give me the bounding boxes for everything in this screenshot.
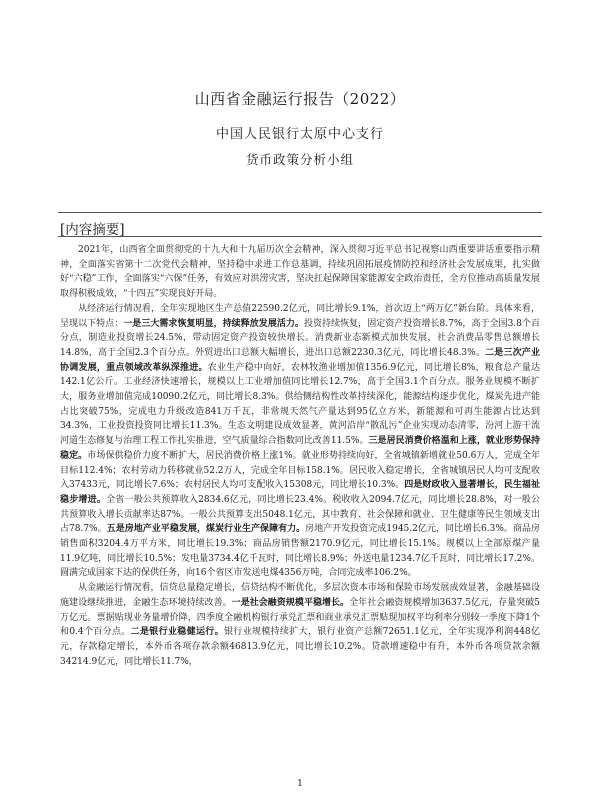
paragraph-text: 市场保供稳价力度不断扩大，居民消费价格上涨1%。就业形势持续向好，全省城镇新增就业50.6万人，完成全年目标112.4%；农村劳动力转移就业52.2万人，完成全年目标158.1%。居民收入稳定增长，全省城镇居民人均可支配收入37433元，同比增长7.6%；农村居民人均可支配收入15308元，同比增长10.3%。 xyxy=(60,450,540,491)
paragraph-text: 从经济运行情况看，全年实现地区生产总值22590.2亿元，同比增长9.1%，首次迈上“两万亿”新台阶。具体来看，呈现以下特点： xyxy=(60,303,540,329)
paragraph-text: 房地产开发投资完成1945.2亿元，同比增长6.3%。商品房销售面积3204.4万平方米，同比增长19.3%；商品房销售额2170.9亿元，同比增长15.1%。规模以上全部原煤产量11.9亿吨，同比增长10.5%；发电量3734.4亿千瓦时，同比增长8.9%；外送电量1234.7亿千瓦时，同比增长17.2%。圆满完成国家下达的保供任务，向16个省区市发送电煤4356万吨，合同完成率106.2%。 xyxy=(60,524,540,579)
paragraph-text: 农业生产稳中向好，农林牧渔业增加值1356.9亿元，同比增长8%，粮食总产量达142.1亿公斤。工业经济快速增长，规模以上工业增加值同比增长12.7%，高于全国3.1个百分点。服务业规模不断扩大，服务业增加值完成10090.2亿元，同比增长8.3%。供给侧结构性改革持续深化，能源结构逐步优化，煤炭先进产能占比突破75%，完成电力升级改造841万千瓦，非常规天然气产量达到95亿立方米，新能源和可再生能源占比达到34.3%，工业投资投资同比增长11.3%。生态文明建设成效显著，黄河沿岸“散乱污”企业实现动态清零，汾河上游干流河道生态修复与治理工程工作扎实推进，空气质量综合指数同比改善11.5%。 xyxy=(60,362,540,447)
bold-heading-text: 四是财政收入显著增长，民生福祉稳步增进。 xyxy=(60,480,540,505)
paragraph xyxy=(60,581,540,669)
report-title: 山西省金融运行报告（2022） xyxy=(194,90,406,108)
paragraph-text: 投资持续恢复，固定资产投资增长8.7%，高于全国3.8个百分点，制造业投资增长24.5%，带动固定资产投资较快增长。消费新业态新模式加快发展，社会消费品零售总额增长14.8%，高于全国2.3个百分点。外贸进出口总额大幅增长，进出口总额2230.3亿元，同比增长48.3%。 xyxy=(60,318,540,358)
paragraph xyxy=(60,302,540,581)
issuing-organization: 中国人民银行太原中心支行 xyxy=(215,127,384,142)
summary-body xyxy=(60,243,540,669)
section-top-rule xyxy=(58,212,542,213)
page-number: 1 xyxy=(297,779,303,789)
bold-heading-text: 二是三次产业协调发展，重点领域改革纵深推进。 xyxy=(60,347,540,373)
section-title: [内容摘要] xyxy=(60,222,125,238)
authoring-group: 货币政策分析小组 xyxy=(245,152,354,167)
paragraph-text: 从金融运行情况看，信贷总量稳定增长，信贷结构不断优化，多层次资本市场和保险市场发展成效显著，金融基础设施建设继续推进，金融生态环境持续改善。 xyxy=(60,583,540,608)
paragraph-text: 银行业规模持续扩大，银行业资产总额72651.1亿元，全年实现净利润448亿元，存款稳定增长，本外币各项存款余额46813.9亿元，同比增长10.2%。贷款增速稳中有升，本外币各项贷款余额34214.9亿元，同比增长11.7%， xyxy=(60,627,540,667)
bold-heading-text: 五是房地产业平稳发展，煤炭行业生产保障有力。 xyxy=(106,524,306,535)
paragraph-text: 全年社会融资规模增加3637.5亿元，存量突破5万亿元。票据贴现业务量增价降，四季度全融机构银行承兑汇票和商业承兑汇票贴现加权平均利率分别较一季度下降1个和0.4个百分点。 xyxy=(60,597,540,638)
paragraph-text: 全省一般公共预算收入2834.6亿元，同比增长23.4%。税收收入2094.7亿元，同比增长28.8%，对一般公共预算收入增长贡献率达87%。一般公共预算支出5048.1亿元，其中教育、社会保障和就业、卫生健康等民生领域支出占78.7%。 xyxy=(60,494,540,535)
paragraph xyxy=(60,243,540,302)
paragraph-text: 2021年，山西省全面贯彻党的十九大和十九届历次全会精神，深入贯彻习近平总书记视察山西重要讲话重要指示精神，全面落实省第十二次党代会精神，坚持稳中求进工作总基调，持续巩固拓展疫情防控和经济社会发展成果，扎实做好“六稳”工作，全面落实“六保”任务，有效应对洪涝灾害，坚决扛起保障国家能源安全政治责任，全方位推动高质量发展取得积极成效，“十四五”实现良好开局。 xyxy=(60,245,540,300)
section-bottom-rule xyxy=(58,236,542,237)
bold-heading-text: 一是社会融资规模平稳增长。 xyxy=(231,597,350,608)
bold-heading-text: 一是三大需求恢复明显，持续释放发展活力。 xyxy=(123,318,304,329)
bold-heading-text: 二是银行业稳健运行。 xyxy=(130,627,224,638)
bold-heading-text: 三是居民消费价格温和上涨，就业形势保持稳定。 xyxy=(60,436,540,461)
